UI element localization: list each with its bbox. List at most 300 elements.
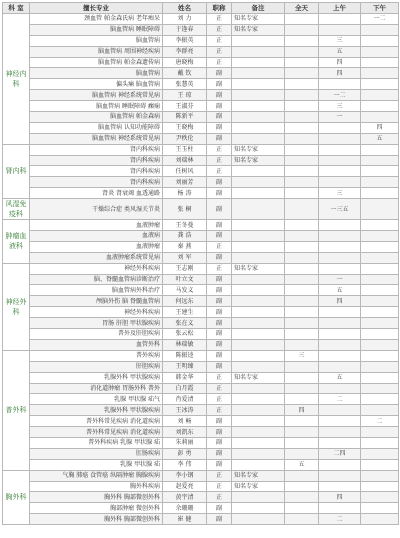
table-row xyxy=(3,318,399,329)
doctor-name-cell: 白月霞 xyxy=(163,383,207,394)
note-cell: 知名专家 xyxy=(232,372,285,383)
department-cell: 肾内科 xyxy=(3,144,30,198)
afternoon-cell xyxy=(361,101,399,112)
doctor-name-cell: 肖爱清 xyxy=(163,394,207,405)
full-day-cell xyxy=(285,470,319,481)
afternoon-cell xyxy=(361,503,399,514)
note-cell xyxy=(232,199,285,220)
full-day-cell xyxy=(285,252,319,263)
morning-cell: 四 xyxy=(319,57,361,68)
specialty-cell: 普外科疾病 乳腺 甲状腺 疝 xyxy=(30,437,163,448)
doctor-name-cell: 秦 燕 xyxy=(163,241,207,252)
table-row xyxy=(3,155,399,166)
table-row xyxy=(3,296,399,307)
table-row xyxy=(3,361,399,372)
header-name: 姓名 xyxy=(163,3,207,14)
afternoon-cell xyxy=(361,177,399,188)
specialty-cell: 乳腺外科 甲状腺疾病 xyxy=(30,372,163,383)
title-cell: 副 xyxy=(207,188,232,199)
doctor-name-cell: 何远东 xyxy=(163,296,207,307)
note-cell xyxy=(232,307,285,318)
header-dept: 科 室 xyxy=(3,3,30,14)
doctor-name-cell: 王冰涛 xyxy=(163,405,207,416)
title-cell: 正 xyxy=(207,35,232,46)
table-row xyxy=(3,46,399,57)
specialty-cell: 肾内科疾病 xyxy=(30,155,163,166)
doctor-name-cell: 于逢春 xyxy=(163,24,207,35)
doctor-schedule-table xyxy=(2,2,399,525)
title-cell: 正 xyxy=(207,46,232,57)
specialty-cell: 气胸 肺癌 食管癌 纵隔肿瘤 胸腺疾病 xyxy=(30,470,163,481)
table-row xyxy=(3,383,399,394)
title-cell: 副 xyxy=(207,90,232,101)
morning-cell xyxy=(319,383,361,394)
full-day-cell xyxy=(285,427,319,438)
note-cell xyxy=(232,492,285,503)
note-cell xyxy=(232,188,285,199)
header-specialty: 擅长专业 xyxy=(30,3,163,14)
doctor-name-cell: 彭 勇 xyxy=(163,448,207,459)
department-cell: 风湿免疫科 xyxy=(3,199,30,220)
table-row xyxy=(3,231,399,242)
title-cell: 副 xyxy=(207,307,232,318)
specialty-cell: 脑、脊髓血管病诊断治疗 xyxy=(30,274,163,285)
full-day-cell xyxy=(285,144,319,155)
morning-cell: 四 xyxy=(319,296,361,307)
full-day-cell: 三 xyxy=(285,350,319,361)
table-row xyxy=(3,68,399,79)
full-day-cell xyxy=(285,394,319,405)
morning-cell xyxy=(319,231,361,242)
morning-cell xyxy=(319,133,361,144)
note-cell xyxy=(232,220,285,231)
specialty-cell: 消化道肿瘤 胃肠外科 普外 xyxy=(30,383,163,394)
doctor-name-cell: 黄宇清 xyxy=(163,492,207,503)
doctor-name-cell: 刘 军 xyxy=(163,252,207,263)
note-cell xyxy=(232,318,285,329)
specialty-cell: 血液肿瘤 xyxy=(30,220,163,231)
title-cell: 正 xyxy=(207,144,232,155)
full-day-cell xyxy=(285,90,319,101)
morning-cell: 三 xyxy=(319,35,361,46)
full-day-cell xyxy=(285,35,319,46)
title-cell: 副 xyxy=(207,416,232,427)
table-row xyxy=(3,405,399,416)
afternoon-cell xyxy=(361,481,399,492)
afternoon-cell xyxy=(361,514,399,525)
afternoon-cell xyxy=(361,112,399,123)
full-day-cell xyxy=(285,307,319,318)
note-cell xyxy=(232,514,285,525)
morning-cell xyxy=(319,177,361,188)
morning-cell xyxy=(319,427,361,438)
afternoon-cell xyxy=(361,199,399,220)
note-cell: 知名专家 xyxy=(232,470,285,481)
afternoon-cell xyxy=(361,296,399,307)
table-row xyxy=(3,492,399,503)
full-day-cell xyxy=(285,383,319,394)
table-row xyxy=(3,503,399,514)
note-cell xyxy=(232,101,285,112)
table-row xyxy=(3,188,399,199)
morning-cell: 四 xyxy=(319,68,361,79)
title-cell: 副 xyxy=(207,296,232,307)
doctor-name-cell: 刘 畅 xyxy=(163,416,207,427)
title-cell: 正 xyxy=(207,383,232,394)
doctor-name-cell: 王淑芬 xyxy=(163,101,207,112)
morning-cell xyxy=(319,79,361,90)
doctor-name-cell: 刘凯东 xyxy=(163,427,207,438)
department-cell: 神经外科 xyxy=(3,263,30,350)
full-day-cell xyxy=(285,112,319,123)
full-day-cell xyxy=(285,133,319,144)
afternoon-cell xyxy=(361,318,399,329)
specialty-cell: 脑血管病 xyxy=(30,35,163,46)
table-row xyxy=(3,220,399,231)
afternoon-cell xyxy=(361,394,399,405)
full-day-cell xyxy=(285,220,319,231)
specialty-cell: 胸外科 胸部微创外科 xyxy=(30,492,163,503)
note-cell xyxy=(232,35,285,46)
table-header-row xyxy=(3,3,399,14)
morning-cell xyxy=(319,307,361,318)
title-cell: 正 xyxy=(207,470,232,481)
full-day-cell xyxy=(285,68,319,79)
note-cell xyxy=(232,416,285,427)
table-row xyxy=(3,35,399,46)
afternoon-cell xyxy=(361,427,399,438)
doctor-name-cell: 王晓梅 xyxy=(163,122,207,133)
note-cell xyxy=(232,68,285,79)
morning-cell xyxy=(319,405,361,416)
note-cell xyxy=(232,285,285,296)
morning-cell xyxy=(319,503,361,514)
table-row xyxy=(3,470,399,481)
full-day-cell xyxy=(285,285,319,296)
note-cell xyxy=(232,296,285,307)
doctor-name-cell: 王玉柱 xyxy=(163,144,207,155)
morning-cell xyxy=(319,14,361,25)
doctor-name-cell: 龚 浩 xyxy=(163,231,207,242)
morning-cell: 一 xyxy=(319,274,361,285)
table-row xyxy=(3,339,399,350)
full-day-cell xyxy=(285,263,319,274)
specialty-cell: 颅脑外伤 脑 脊髓血管病 xyxy=(30,296,163,307)
morning-cell: 四 xyxy=(319,492,361,503)
specialty-cell: 肾炎 肾衰竭 血透通路 xyxy=(30,188,163,199)
afternoon-cell xyxy=(361,166,399,177)
table-row xyxy=(3,112,399,123)
doctor-name-cell: 赵爱亮 xyxy=(163,481,207,492)
morning-cell: 五 xyxy=(319,46,361,57)
doctor-name-cell: 李群亮 xyxy=(163,46,207,57)
afternoon-cell xyxy=(361,285,399,296)
morning-cell xyxy=(319,166,361,177)
doctor-name-cell: 任树风 xyxy=(163,166,207,177)
doctor-name-cell: 张 桐 xyxy=(163,199,207,220)
morning-cell xyxy=(319,144,361,155)
full-day-cell xyxy=(285,361,319,372)
afternoon-cell xyxy=(361,155,399,166)
title-cell: 副 xyxy=(207,350,232,361)
full-day-cell xyxy=(285,199,319,220)
doctor-name-cell: 唐晓梅 xyxy=(163,57,207,68)
full-day-cell xyxy=(285,514,319,525)
doctor-name-cell: 王志刚 xyxy=(163,263,207,274)
table-row xyxy=(3,437,399,448)
full-day-cell xyxy=(285,448,319,459)
full-day-cell xyxy=(285,79,319,90)
afternoon-cell: 二 xyxy=(361,416,399,427)
afternoon-cell xyxy=(361,492,399,503)
specialty-cell: 神经外科疾病 xyxy=(30,307,163,318)
table-row xyxy=(3,122,399,133)
afternoon-cell xyxy=(361,339,399,350)
doctor-name-cell: 陈新平 xyxy=(163,112,207,123)
table-row xyxy=(3,101,399,112)
title-cell: 副 xyxy=(207,274,232,285)
morning-cell xyxy=(319,318,361,329)
specialty-cell: 肝胆疾病 xyxy=(30,361,163,372)
full-day-cell xyxy=(285,492,319,503)
note-cell xyxy=(232,46,285,57)
table-row xyxy=(3,459,399,470)
morning-cell: 二 xyxy=(319,394,361,405)
title-cell: 副 xyxy=(207,285,232,296)
department-cell: 肿瘤血液科 xyxy=(3,220,30,264)
note-cell xyxy=(232,79,285,90)
specialty-cell: 普外科常见疾病 消化道疾病 xyxy=(30,416,163,427)
specialty-cell: 血管外科 xyxy=(30,339,163,350)
doctor-name-cell: 刘 力 xyxy=(163,14,207,25)
title-cell: 副 xyxy=(207,459,232,470)
title-cell: 正 xyxy=(207,155,232,166)
full-day-cell xyxy=(285,481,319,492)
doctor-name-cell: 李小钢 xyxy=(163,470,207,481)
note-cell xyxy=(232,90,285,101)
afternoon-cell xyxy=(361,241,399,252)
note-cell: 知名专家 xyxy=(232,14,285,25)
specialty-cell: 肾内科疾病 xyxy=(30,177,163,188)
afternoon-cell xyxy=(361,437,399,448)
afternoon-cell xyxy=(361,68,399,79)
afternoon-cell xyxy=(361,329,399,340)
morning-cell xyxy=(319,459,361,470)
specialty-cell: 脑血管病 神经系统常见病 xyxy=(30,90,163,101)
doctor-name-cell: 王建生 xyxy=(163,307,207,318)
title-cell: 正 xyxy=(207,405,232,416)
specialty-cell: 脑血管病 xyxy=(30,68,163,79)
full-day-cell xyxy=(285,166,319,177)
title-cell: 副 xyxy=(207,514,232,525)
note-cell xyxy=(232,166,285,177)
doctor-name-cell: 李 伟 xyxy=(163,459,207,470)
full-day-cell xyxy=(285,24,319,35)
note-cell xyxy=(232,427,285,438)
morning-cell xyxy=(319,155,361,166)
morning-cell xyxy=(319,263,361,274)
table-body xyxy=(3,14,399,525)
afternoon-cell xyxy=(361,35,399,46)
title-cell: 正 xyxy=(207,24,232,35)
full-day-cell xyxy=(285,57,319,68)
morning-cell xyxy=(319,24,361,35)
specialty-cell: 脑血管病 神经系统常见病 xyxy=(30,133,163,144)
specialty-cell: 血液肿瘤 xyxy=(30,241,163,252)
table-row xyxy=(3,274,399,285)
afternoon-cell xyxy=(361,350,399,361)
table-row xyxy=(3,14,399,25)
table-row xyxy=(3,24,399,35)
note-cell: 知名专家 xyxy=(232,481,285,492)
header-note: 备注 xyxy=(232,3,285,14)
morning-cell xyxy=(319,350,361,361)
title-cell: 副 xyxy=(207,503,232,514)
afternoon-cell xyxy=(361,470,399,481)
specialty-cell: 偏头痛 脑血管病 xyxy=(30,79,163,90)
morning-cell xyxy=(319,361,361,372)
afternoon-cell xyxy=(361,459,399,470)
afternoon-cell xyxy=(361,24,399,35)
title-cell: 正 xyxy=(207,241,232,252)
full-day-cell xyxy=(285,339,319,350)
note-cell xyxy=(232,241,285,252)
doctor-name-cell: 张在义 xyxy=(163,318,207,329)
full-day-cell xyxy=(285,188,319,199)
doctor-name-cell: 王 琼 xyxy=(163,90,207,101)
note-cell xyxy=(232,339,285,350)
doctor-name-cell: 刘瑞林 xyxy=(163,155,207,166)
title-cell: 副 xyxy=(207,231,232,242)
specialty-cell: 脑血管病 帕金森遗传病 xyxy=(30,57,163,68)
table-row xyxy=(3,199,399,220)
afternoon-cell xyxy=(361,263,399,274)
title-cell: 副 xyxy=(207,448,232,459)
note-cell xyxy=(232,252,285,263)
specialty-cell: 乳腺外科 甲状腺疾病 xyxy=(30,405,163,416)
morning-cell: 一 xyxy=(319,112,361,123)
specialty-cell: 肾内科疾病 xyxy=(30,144,163,155)
note-cell xyxy=(232,274,285,285)
full-day-cell xyxy=(285,318,319,329)
specialty-cell: 脑血管病 睡眠障碍 xyxy=(30,24,163,35)
morning-cell xyxy=(319,329,361,340)
note-cell xyxy=(232,405,285,416)
morning-cell xyxy=(319,339,361,350)
full-day-cell: 五 xyxy=(285,459,319,470)
afternoon-cell xyxy=(361,361,399,372)
title-cell: 正 xyxy=(207,372,232,383)
table-row xyxy=(3,90,399,101)
afternoon-cell xyxy=(361,307,399,318)
title-cell: 副 xyxy=(207,199,232,220)
specialty-cell: 神经外科疾病 xyxy=(30,263,163,274)
table-row xyxy=(3,448,399,459)
doctor-name-cell: 叶立文 xyxy=(163,274,207,285)
department-cell: 神经内科 xyxy=(3,14,30,145)
department-cell: 胸外科 xyxy=(3,470,30,524)
doctor-name-cell: 张慧英 xyxy=(163,79,207,90)
note-cell: 知名专家 xyxy=(232,24,285,35)
title-cell: 正 xyxy=(207,57,232,68)
doctor-name-cell: 尹秩伦 xyxy=(163,133,207,144)
title-cell: 正 xyxy=(207,492,232,503)
specialty-cell: 胸部肿瘤 微创外科 xyxy=(30,503,163,514)
table-row xyxy=(3,252,399,263)
specialty-cell: 胸外科 胸部微创外科 xyxy=(30,514,163,525)
table-row xyxy=(3,416,399,427)
doctor-name-cell: 陈振逵 xyxy=(163,350,207,361)
afternoon-cell xyxy=(361,188,399,199)
note-cell xyxy=(232,329,285,340)
doctor-name-cell: 王明臻 xyxy=(163,361,207,372)
table-row xyxy=(3,241,399,252)
doctor-name-cell: 林瑞敏 xyxy=(163,339,207,350)
table-row xyxy=(3,394,399,405)
header-title: 职称 xyxy=(207,3,232,14)
table-row xyxy=(3,514,399,525)
title-cell: 副 xyxy=(207,133,232,144)
afternoon-cell xyxy=(361,90,399,101)
title-cell: 副 xyxy=(207,339,232,350)
note-cell xyxy=(232,133,285,144)
table-row xyxy=(3,133,399,144)
doctor-name-cell: 戴 钦 xyxy=(163,68,207,79)
doctor-name-cell: 朱莉丽 xyxy=(163,437,207,448)
specialty-cell: 脑血管病 帕金森病 xyxy=(30,112,163,123)
title-cell: 副 xyxy=(207,361,232,372)
afternoon-cell xyxy=(361,383,399,394)
afternoon-cell xyxy=(361,274,399,285)
full-day-cell xyxy=(285,503,319,514)
full-day-cell xyxy=(285,101,319,112)
doctor-name-cell: 韩金华 xyxy=(163,372,207,383)
morning-cell: 一三五 xyxy=(319,199,361,220)
specialty-cell: 脑血管病 周围神经疾病 xyxy=(30,46,163,57)
morning-cell xyxy=(319,470,361,481)
title-cell: 副 xyxy=(207,68,232,79)
table-row xyxy=(3,177,399,188)
specialty-cell: 肛肠疾病 xyxy=(30,448,163,459)
note-cell xyxy=(232,394,285,405)
morning-cell xyxy=(319,122,361,133)
afternoon-cell: 五 xyxy=(361,133,399,144)
specialty-cell: 脑血管病外科治疗 xyxy=(30,285,163,296)
afternoon-cell xyxy=(361,405,399,416)
full-day-cell xyxy=(285,416,319,427)
title-cell: 副 xyxy=(207,437,232,448)
morning-cell: 二四 xyxy=(319,448,361,459)
morning-cell xyxy=(319,241,361,252)
afternoon-cell: 四 xyxy=(361,122,399,133)
afternoon-cell xyxy=(361,220,399,231)
doctor-name-cell: 刘丽芳 xyxy=(163,177,207,188)
specialty-cell: 胃肠 肝胆 甲状腺疾病 xyxy=(30,318,163,329)
full-day-cell xyxy=(285,177,319,188)
note-cell xyxy=(232,122,285,133)
note-cell xyxy=(232,361,285,372)
doctor-name-cell: 余珊珊 xyxy=(163,503,207,514)
specialty-cell: 颈血管 帕金森氏病 老年痴呆 xyxy=(30,14,163,25)
specialty-cell: 胸外科疾病 xyxy=(30,481,163,492)
morning-cell: 五 xyxy=(319,372,361,383)
full-day-cell: 四 xyxy=(285,405,319,416)
title-cell: 副 xyxy=(207,252,232,263)
full-day-cell xyxy=(285,274,319,285)
specialty-cell: 脑血管病 睡眠障碍 癫痫 xyxy=(30,101,163,112)
full-day-cell xyxy=(285,231,319,242)
schedule-table-wrapper xyxy=(2,2,398,536)
